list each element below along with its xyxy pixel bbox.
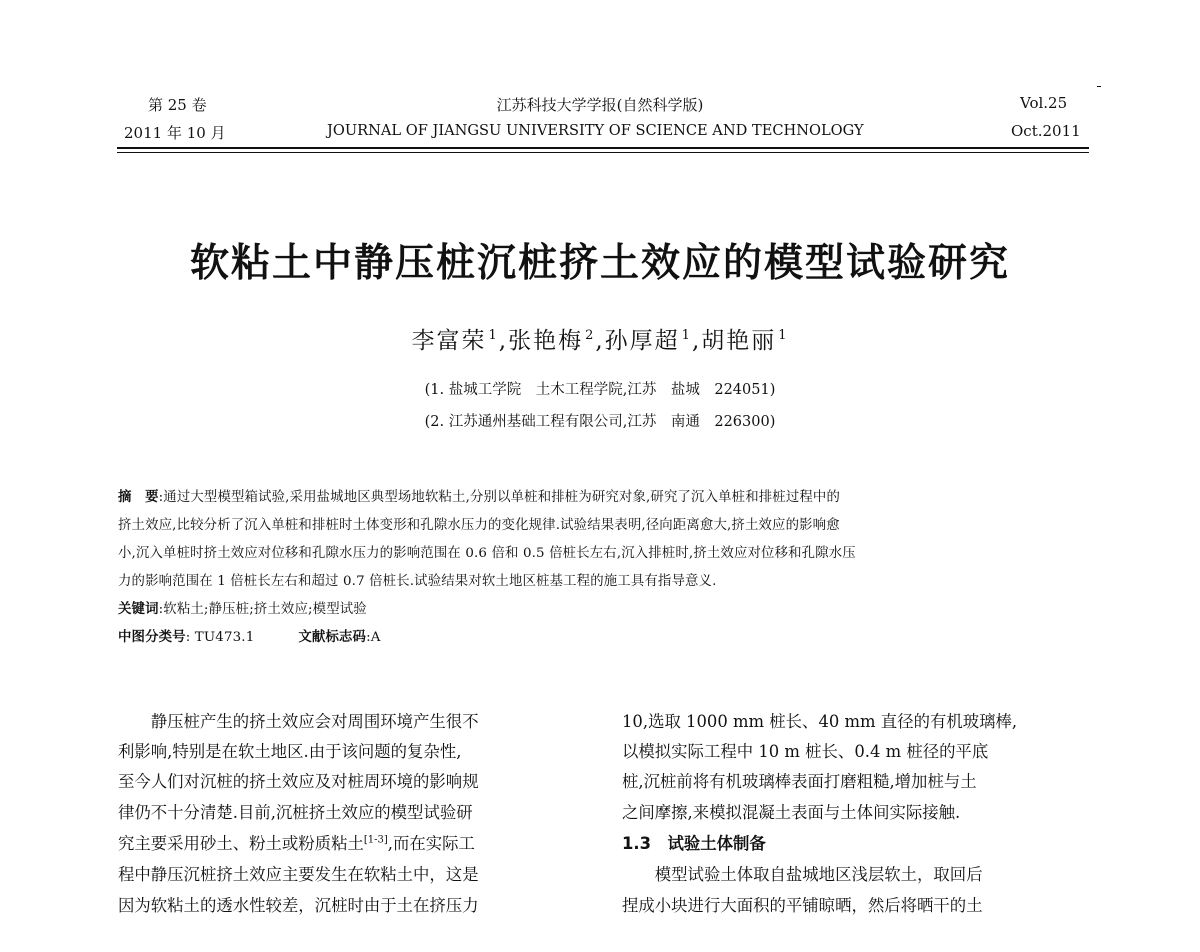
abstract-line — [118, 486, 1090, 505]
author-affiliation-mark: 1 — [681, 328, 692, 344]
body-line: 桩,沉桩前将有机玻璃棒表面打磨粗糙,增加桩与土 — [622, 772, 977, 791]
keywords-line — [118, 598, 1090, 617]
clc-label: 中图分类号 — [118, 630, 186, 645]
body-line: 10,选取 1000 mm 桩长、40 mm 直径的有机玻璃棒, — [622, 712, 1018, 731]
clc-value: : TU473.1 — [185, 630, 255, 645]
header-rule-thick — [117, 147, 1089, 149]
body-line: 模型试验土体取自盐城地区浅层软土，取回后 — [622, 865, 983, 884]
author-list: 李富荣 $^1$,张艳梅 $^2$,孙厚超 $^1$,胡艳丽 $^1$ — [411, 328, 789, 354]
date-label-cn: 2011 年 10 月 — [124, 124, 226, 142]
classification-line — [118, 626, 1090, 645]
body-line: 律仍不十分清楚.目前,沉桩挤土效应的模型试验研 — [118, 803, 473, 822]
body-line: 究主要采用砂土、粉土或粉质粘土[1-3],而在实际工 — [118, 834, 475, 853]
author-affiliation-mark: 2 — [585, 328, 596, 344]
volume-label-en: Vol.25 — [1020, 94, 1068, 112]
doc-code-label: 文献标志码 — [298, 630, 367, 645]
keywords-label: 关键词 — [118, 602, 159, 617]
abstract-text: :通过大型模型箱试验,采用盐城地区典型场地软粘土,分别以单桩和排桩为研究对象,研究了沉入单桩和排桩过程中的 — [158, 490, 840, 505]
abstract-line: 小,沉入单桩时挤土效应对位移和孔隙水压力的影响范围在 0.6 倍和 0.5 倍桩长左右,沉入排桩时,挤土效应对位移和孔隙水压 — [118, 546, 856, 561]
body-line: 静压桩产生的挤土效应会对周围环境产生很不 — [118, 712, 479, 731]
abstract-label: 摘 要 — [118, 490, 159, 505]
affiliation-1: (1. 盐城工学院 土木工程学院,江苏 盐城 224051) — [424, 382, 776, 398]
body-line: 至今人们对沉桩的挤土效应及对桩周环境的影响规 — [118, 772, 479, 791]
journal-title-cn: 江苏科技大学学报(自然科学版) — [496, 96, 704, 114]
body-line: 捏成小块进行大面积的平铺晾晒，然后将晒干的土 — [622, 896, 983, 915]
header-rule-thin — [117, 152, 1089, 153]
author-name: 孙厚超 — [604, 328, 680, 354]
author-name: 胡艳丽 — [701, 328, 777, 354]
abstract-line: 挤土效应,比较分析了沉入单桩和排桩时土体变形和孔隙水压力的变化规律.试验结果表明,径向距离愈大,挤土效应的影响愈 — [118, 518, 840, 533]
body-line: 利影响,特别是在软土地区.由于该问题的复杂性, — [118, 742, 462, 761]
author-name: 张艳梅 — [508, 328, 584, 354]
author-affiliation-mark: 1 — [778, 328, 789, 344]
body-line: 程中静压沉桩挤土效应主要发生在软粘土中，这是 — [118, 865, 479, 884]
author-affiliation-mark: 1 — [488, 328, 499, 344]
section-number: 1.3 — [622, 834, 652, 853]
journal-title-en: JOURNAL OF JIANGSU UNIVERSITY OF SCIENCE AND TECHNOLOGY — [327, 122, 864, 139]
doc-code-value: :A — [366, 630, 381, 645]
date-label-en: Oct.2011 — [1011, 122, 1081, 140]
body-line: 之间摩擦,来模拟混凝土表面与土体间实际接触. — [622, 803, 961, 822]
section-heading — [622, 830, 1090, 854]
volume-label-cn: 第 25 卷 — [148, 96, 207, 114]
corner-mark — [1097, 86, 1101, 87]
paper-title: 软粘土中静压桩沉桩挤土效应的模型试验研究 — [189, 241, 1010, 286]
body-line: 因为软粘土的透水性较差，沉桩时由于土在挤压力 — [118, 896, 479, 915]
abstract-line: 力的影响范围在 1 倍桩长左右和超过 0.7 倍桩长.试验结果对软土地区桩基工程的施工具有指导意义. — [118, 574, 717, 589]
citation-mark: [1-3] — [363, 834, 388, 846]
body-line: 以模拟实际工程中 10 m 桩长、0.4 m 桩径的平底 — [622, 742, 989, 761]
keywords-text: :软粘土;静压桩;挤土效应;模型试验 — [158, 602, 367, 617]
section-title: 试验土体制备 — [667, 834, 766, 853]
affiliation-2: (2. 江苏通州基础工程有限公司,江苏 南通 226300) — [424, 414, 776, 430]
author-name: 李富荣 — [411, 328, 487, 354]
